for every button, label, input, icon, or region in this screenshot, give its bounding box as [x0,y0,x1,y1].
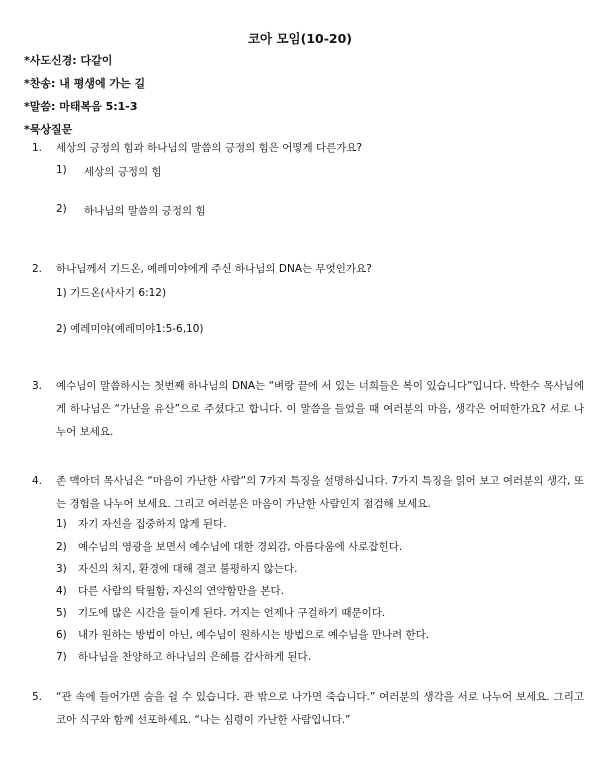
question-3-text: 예수님이 말씀하시는 첫번째 하나님의 DNA는 “벼랑 끝에 서 있는 너희들은 복이 있습니다”입니다. 박한수 목사님에게 하나님은 “가난을 유산”으로 주셨다고 합니다. 이 말씀을 들었을 때 여러분의 마음, 생각은 어떠한가요? 서로 나누어 보세요. [56,380,584,438]
question-3-number: 3. [32,380,43,392]
question-4-item-number: 3) [56,563,67,575]
question-5-number: 5. [32,691,43,703]
question-4-item [56,561,297,576]
question-4-item [56,583,284,598]
question-1-text: 세상의 긍정의 힘과 하나님의 말씀의 긍정의 힘은 어떻게 다른가요? [56,142,363,154]
question-1-sub-2-number: 2) [56,203,67,215]
question-1-sub-2-text: 하나님의 말씀의 긍정의 힘 [84,205,206,217]
header-hymn: *찬송: 내 평생에 가는 길 [24,77,146,90]
question-4-item-number: 7) [56,651,67,663]
header-creed: *사도신경: 다같이 [24,54,113,67]
question-1-number: 1. [32,142,43,154]
question-4-item-text: 기도에 많은 시간을 들이게 된다. 거지는 언제나 구걸하기 때문이다. [78,607,386,619]
question-4-item [56,627,429,642]
question-4-item-text: 내가 원하는 방법이 아닌, 예수님이 원하시는 방법으로 예수님을 만나려 한다. [78,629,430,641]
question-4-item-number: 2) [56,541,67,553]
question-4-item [56,605,385,620]
question-1-sub-1-text: 세상의 긍정의 힘 [84,166,162,178]
question-4-item-number: 5) [56,607,67,619]
question-4-item-number: 4) [56,585,67,597]
question-2-sub-2: 2) 예레미야(예레미야1:5-6,10) [56,323,204,335]
question-4-item [56,649,311,664]
question-1-sub-1-number: 1) [56,164,67,176]
question-4-item-text: 예수님의 영광을 보면서 예수님에 대한 경외감, 아름다움에 사로잡힌다. [78,541,403,553]
question-4-item-number: 1) [56,518,67,530]
page-title: 코아 모임(10-20) [247,31,353,46]
header-meditation: *묵상질문 [24,123,73,136]
question-4-item-text: 다른 사람의 탁월함, 자신의 연약함만을 본다. [78,585,284,597]
question-4-item [56,539,402,554]
question-5-text: “관 속에 들어가면 숨을 쉴 수 있습니다. 관 밖으로 나가면 죽습니다.” 여러분의 생각을 서로 나누어 보세요. 그리고 코아 식구와 함께 선포하세요. “나는 심령이 가난한 사람입니다.” [56,691,584,726]
question-4-item-text: 자기 자신을 집중하지 않게 된다. [78,518,227,530]
question-4-item [56,516,227,531]
question-4-number: 4. [32,475,43,487]
question-4-item-number: 6) [56,629,67,641]
question-2-number: 2. [32,263,43,275]
question-4-item-text: 하나님을 찬양하고 하나님의 은혜를 감사하게 된다. [78,651,312,663]
question-2-text: 하나님께서 기드온, 예레미야에게 주신 하나님의 DNA는 무엇인가요? [56,263,372,275]
header-scripture: *말씀: 마태복음 5:1-3 [24,100,138,113]
question-2-sub-1: 1) 기드온(사사기 6:12) [56,287,167,299]
question-4-text: 존 맥아더 목사님은 “마음이 가난한 사람”의 7가지 특징을 설명하십니다. 7가지 특징을 읽어 보고 여러분의 생각, 또는 경험을 나누어 보세요. 그리고 여러분은 마음이 가난한 사람인지 점검해 보세요. [56,475,584,510]
question-4-item-text: 자신의 처지, 환경에 대해 결코 불평하지 않는다. [78,563,298,575]
